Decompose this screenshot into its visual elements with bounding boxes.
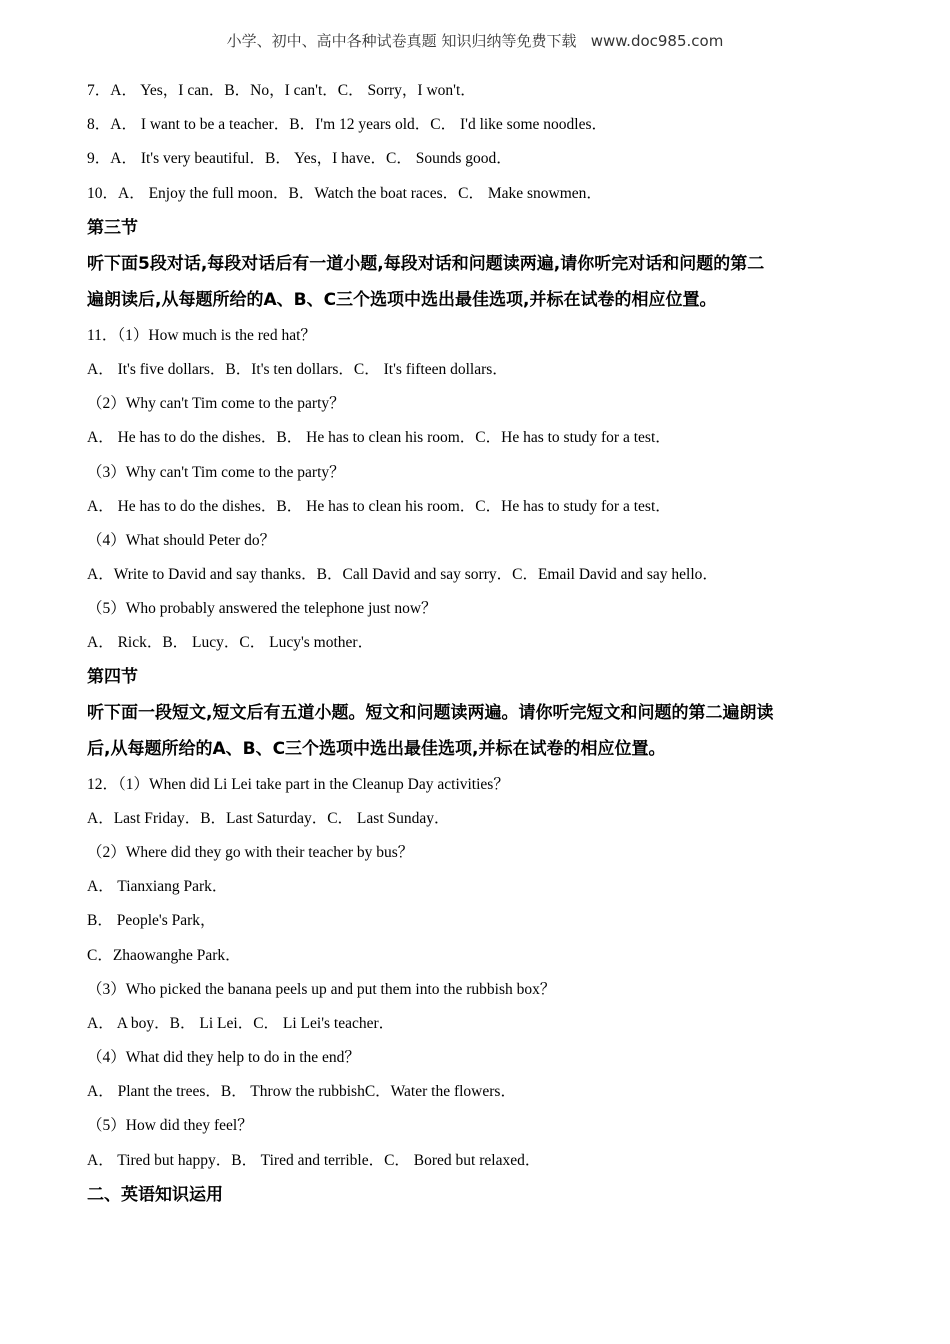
- question-line: （4）What should Peter do？: [87, 532, 276, 549]
- question-line: 10．A． Enjoy the full moon．B．Watch the boat races．C． Make snowmen．: [87, 185, 602, 202]
- question-line: （3）Who picked the banana peels up and put them into the rubbish box？: [87, 981, 556, 998]
- question-line: 7．A． Yes，I can．B．No，I can't．C． Sorry，I won't．: [87, 82, 476, 99]
- question-line: 11．（1）How much is the red hat？: [87, 327, 316, 344]
- question-line: 12．（1）When did Li Lei take part in the Cleanup Day activities？: [87, 776, 509, 793]
- question-line: C．Zhaowanghe Park．: [87, 947, 241, 964]
- question-line: A． He has to do the dishes．B． He has to clean his room．C．He has to study for a test．: [87, 429, 671, 446]
- question-line: （5）Who probably answered the telephone just now？: [87, 600, 437, 617]
- question-line: A． Tianxiang Park．: [87, 878, 228, 895]
- section-instruction: 遍朗读后,从每题所给的A、B、C三个选项中选出最佳选项,并标在试卷的相应位置。: [87, 290, 717, 310]
- question-line: （4）What did they help to do in the end？: [87, 1049, 360, 1066]
- section-instruction: 听下面一段短文,短文后有五道小题。短文和问题读两遍。请你听完短文和问题的第二遍朗读: [87, 703, 774, 723]
- part-heading: 二、英语知识运用: [87, 1185, 223, 1205]
- question-line: A． Rick．B． Lucy．C． Lucy's mother．: [87, 634, 374, 651]
- question-line: （3）Why can't Tim come to the party？: [87, 464, 345, 481]
- question-line: A．Last Friday．B．Last Saturday．C． Last Sunday．: [87, 810, 450, 827]
- question-line: （2）Why can't Tim come to the party？: [87, 395, 345, 412]
- question-line: （5）How did they feel？: [87, 1117, 253, 1134]
- question-line: B． People's Park，: [87, 912, 216, 929]
- section-instruction: 听下面5段对话,每段对话后有一道小题,每段对话和问题读两遍,请你听完对话和问题的第二: [87, 254, 765, 274]
- question-line: A． Plant the trees．B． Throw the rubbishC．Water the flowers．: [87, 1083, 516, 1100]
- section-heading: 第四节: [87, 667, 138, 687]
- page-header: 小学、初中、高中各种试卷真题 知识归纳等免费下载 www.doc985.com: [226, 32, 724, 50]
- question-line: A． He has to do the dishes．B． He has to clean his room．C．He has to study for a test．: [87, 498, 671, 515]
- question-line: A． A boy．B． Li Lei．C． Li Lei's teacher．: [87, 1015, 395, 1032]
- section-instruction: 后,从每题所给的A、B、C三个选项中选出最佳选项,并标在试卷的相应位置。: [87, 739, 666, 759]
- question-line: A． Tired but happy．B． Tired and terrible．C． Bored but relaxed．: [87, 1152, 541, 1169]
- question-line: A．Write to David and say thanks．B．Call David and say sorry．C．Email David and say hello．: [87, 566, 718, 583]
- section-heading: 第三节: [87, 218, 138, 238]
- question-line: 8．A． I want to be a teacher．B．I'm 12 years old．C． I'd like some noodles．: [87, 116, 607, 133]
- question-line: 9．A． It's very beautiful．B． Yes，I have．C． Sounds good．: [87, 150, 512, 167]
- question-line: （2）Where did they go with their teacher by bus？: [87, 844, 414, 861]
- question-line: A． It's five dollars．B．It's ten dollars．C． It's fifteen dollars．: [87, 361, 508, 378]
